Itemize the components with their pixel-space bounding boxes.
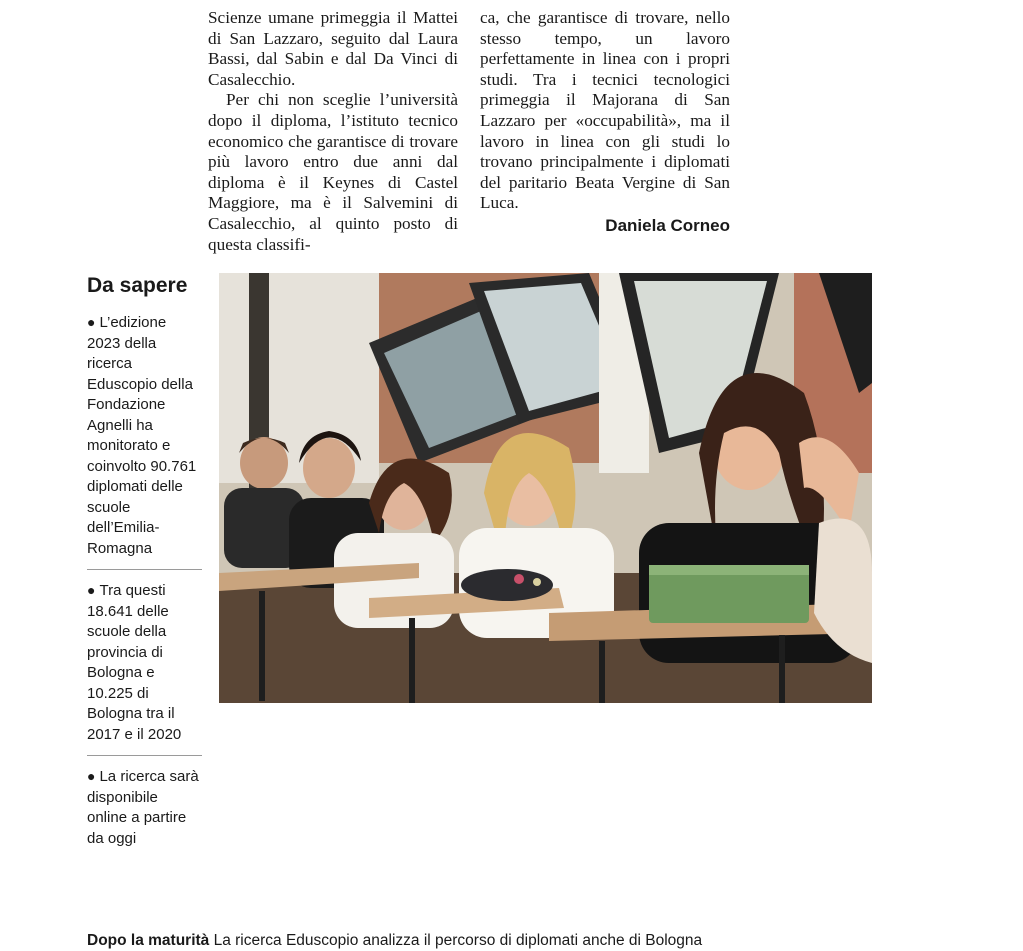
- article-column-1: [208, 8, 458, 255]
- byline: Daniela Corneo: [605, 215, 730, 235]
- info-item-text: La ricerca sarà disponibile online a partire da oggi: [87, 768, 199, 847]
- caption-lead: Dopo la maturità: [87, 932, 210, 949]
- info-item: [87, 580, 202, 756]
- bullet-icon: ●: [87, 768, 96, 784]
- article-paragraph: Scienze umane primeggia il Mattei di San Lazzaro, seguito dal Laura Bassi, dal Sabin e dal Da Vinci di Casalecchio.: [208, 8, 458, 89]
- info-item-text: L’edizione 2023 della ricerca Eduscopio della Fondazione Agnelli ha monitorato e coinvolto 90.761 diplomati delle scuole dell’Emilia-Romagna: [87, 314, 197, 557]
- bullet-icon: ●: [87, 582, 96, 598]
- info-item: [87, 766, 202, 859]
- info-box-title: Da sapere: [87, 274, 188, 297]
- photo-illustration: [219, 273, 872, 703]
- info-box: [87, 272, 202, 869]
- article-paragraph: ca, che garantisce di trovare, nello stesso tempo, un lavoro perfettamente in linea con i propri studi. Tra i tecnici tecnologici primeggia il Majorana di San Lazzaro per «occupabilità», ma il lavoro in linea con gli studi lo trovano principalmente i diplomati del paritario Beata Vergine di San Luca.: [480, 8, 730, 213]
- article-column-2: [480, 8, 730, 237]
- classroom-exam-photo: [219, 273, 872, 703]
- photo-caption: [87, 931, 702, 951]
- article-paragraph: Per chi non sceglie l’università dopo il diploma, l’istituto tecnico economico che garantisce di trovare più lavoro entro due anni dal diploma è il Keynes di Castel Maggiore, ma è il Salvemini di Casalecchio, al quinto posto di questa classifi-: [208, 90, 458, 254]
- info-item: [87, 312, 202, 570]
- caption-text: La ricerca Eduscopio analizza il percorso di diplomati anche di Bologna: [209, 932, 703, 949]
- info-item-text: Tra questi 18.641 delle scuole della provincia di Bologna e 10.225 di Bologna tra il 2017 e il 2020: [87, 582, 182, 743]
- bullet-icon: ●: [87, 314, 96, 330]
